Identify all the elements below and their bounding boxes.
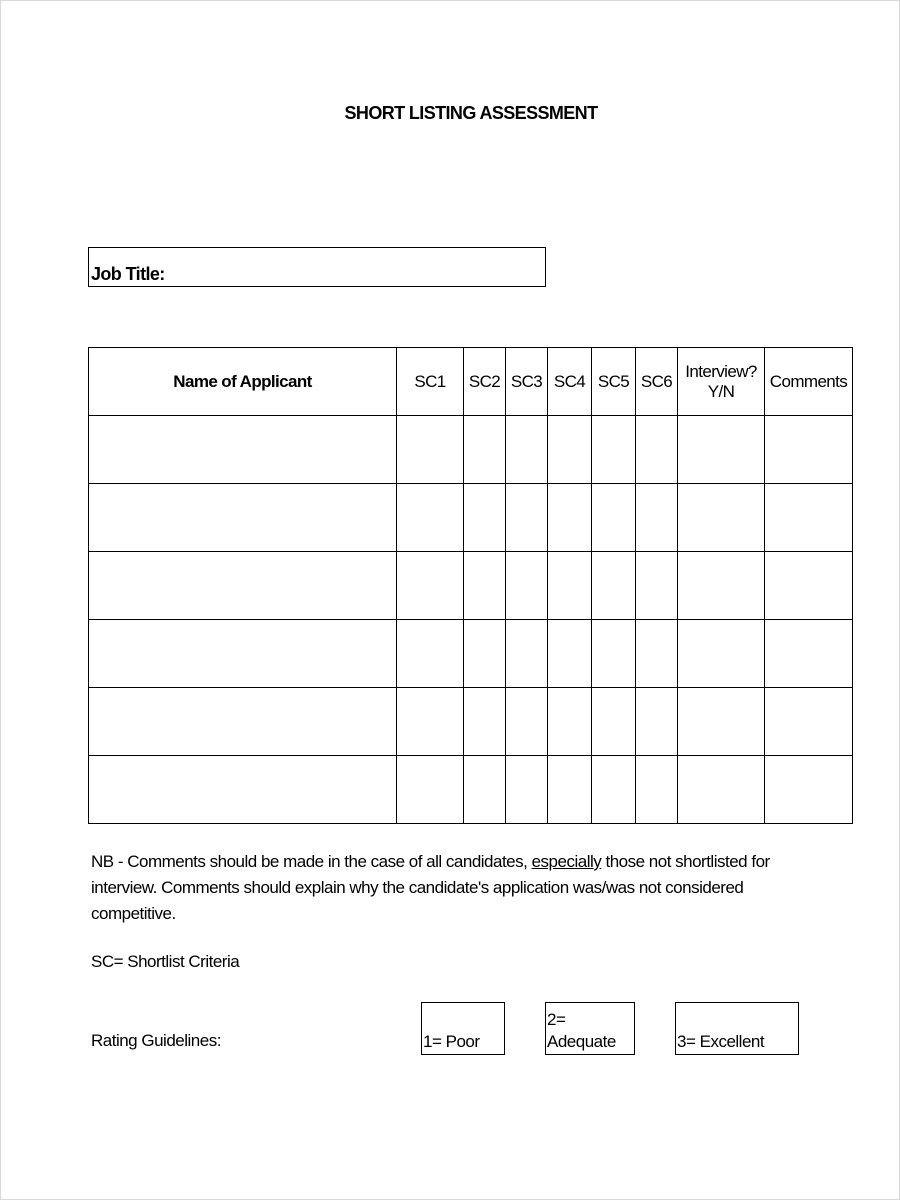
job-title-field[interactable] (88, 247, 546, 287)
cell-sc6[interactable] (636, 756, 678, 824)
table-row (89, 756, 853, 824)
cell-sc6[interactable] (636, 688, 678, 756)
cell-interview[interactable] (678, 620, 765, 688)
cell-sc1[interactable] (397, 416, 464, 484)
cell-sc3[interactable] (506, 484, 548, 552)
cell-sc6[interactable] (636, 620, 678, 688)
cell-sc6[interactable] (636, 552, 678, 620)
cell-comments[interactable] (765, 552, 853, 620)
cell-name[interactable] (89, 484, 397, 552)
rating-adequate-text (547, 1009, 633, 1053)
header-sc6: SC6 (636, 348, 678, 416)
table-header-row (89, 348, 853, 416)
nb-note (91, 849, 821, 927)
table-row (89, 416, 853, 484)
header-sc4: SC4 (548, 348, 592, 416)
cell-sc6[interactable] (636, 484, 678, 552)
cell-sc2[interactable] (464, 484, 506, 552)
header-sc3: SC3 (506, 348, 548, 416)
cell-sc4[interactable] (548, 484, 592, 552)
header-interview-line2: Y/N (707, 381, 735, 401)
cell-interview[interactable] (678, 756, 765, 824)
cell-sc4[interactable] (548, 688, 592, 756)
table-row (89, 484, 853, 552)
job-title-label: Job Title: (91, 264, 165, 284)
rating-excellent-box (675, 1002, 799, 1055)
cell-sc1[interactable] (397, 756, 464, 824)
cell-sc3[interactable] (506, 756, 548, 824)
cell-name[interactable] (89, 756, 397, 824)
cell-name[interactable] (89, 552, 397, 620)
cell-sc1[interactable] (397, 484, 464, 552)
rating-excellent-text: 3= Excellent (677, 1032, 765, 1051)
cell-sc4[interactable] (548, 756, 592, 824)
cell-name[interactable] (89, 416, 397, 484)
applicant-table (88, 347, 853, 824)
cell-sc5[interactable] (592, 620, 636, 688)
cell-sc3[interactable] (506, 416, 548, 484)
header-interview (678, 348, 765, 416)
cell-sc3[interactable] (506, 552, 548, 620)
nb-emphasis: especially (531, 852, 602, 871)
cell-interview[interactable] (678, 416, 765, 484)
cell-interview[interactable] (678, 552, 765, 620)
table-row (89, 552, 853, 620)
header-name-of-applicant: Name of Applicant (89, 348, 397, 416)
cell-interview[interactable] (678, 688, 765, 756)
cell-sc5[interactable] (592, 416, 636, 484)
cell-comments[interactable] (765, 416, 853, 484)
header-sc5: SC5 (592, 348, 636, 416)
cell-sc5[interactable] (592, 552, 636, 620)
cell-comments[interactable] (765, 620, 853, 688)
cell-sc2[interactable] (464, 416, 506, 484)
cell-sc4[interactable] (548, 552, 592, 620)
cell-comments[interactable] (765, 756, 853, 824)
rating-guidelines-label: Rating Guidelines: (91, 1031, 221, 1050)
cell-sc1[interactable] (397, 620, 464, 688)
cell-comments[interactable] (765, 688, 853, 756)
sc-definition: SC= Shortlist Criteria (91, 952, 240, 971)
cell-sc5[interactable] (592, 688, 636, 756)
cell-sc6[interactable] (636, 416, 678, 484)
cell-comments[interactable] (765, 484, 853, 552)
cell-sc5[interactable] (592, 756, 636, 824)
cell-sc2[interactable] (464, 552, 506, 620)
cell-sc4[interactable] (548, 416, 592, 484)
cell-sc3[interactable] (506, 620, 548, 688)
header-sc2: SC2 (464, 348, 506, 416)
nb-text-part1: Comments should be made in the case of all candidates, (123, 852, 532, 871)
rating-poor-text: 1= Poor (423, 1032, 480, 1051)
cell-sc2[interactable] (464, 620, 506, 688)
page-title: SHORT LISTING ASSESSMENT (344, 103, 598, 123)
nb-prefix: NB - (91, 852, 123, 871)
nb-text-part2: those not shortlisted for interview. Comments should explain why the candidate's application was/was not considered competitive. (91, 852, 770, 923)
cell-sc2[interactable] (464, 756, 506, 824)
table-row (89, 620, 853, 688)
header-sc1: SC1 (397, 348, 464, 416)
rating-adequate-line1: 2= (547, 1010, 566, 1029)
header-interview-line1: Interview? (685, 361, 757, 381)
cell-sc1[interactable] (397, 688, 464, 756)
rating-poor-box (421, 1002, 505, 1055)
cell-sc4[interactable] (548, 620, 592, 688)
rating-adequate-box (545, 1002, 635, 1055)
cell-sc5[interactable] (592, 484, 636, 552)
cell-sc1[interactable] (397, 552, 464, 620)
cell-sc2[interactable] (464, 688, 506, 756)
cell-name[interactable] (89, 620, 397, 688)
rating-adequate-line2: Adequate (547, 1032, 616, 1051)
cell-sc3[interactable] (506, 688, 548, 756)
table-row (89, 688, 853, 756)
cell-interview[interactable] (678, 484, 765, 552)
header-comments: Comments (765, 348, 853, 416)
cell-name[interactable] (89, 688, 397, 756)
